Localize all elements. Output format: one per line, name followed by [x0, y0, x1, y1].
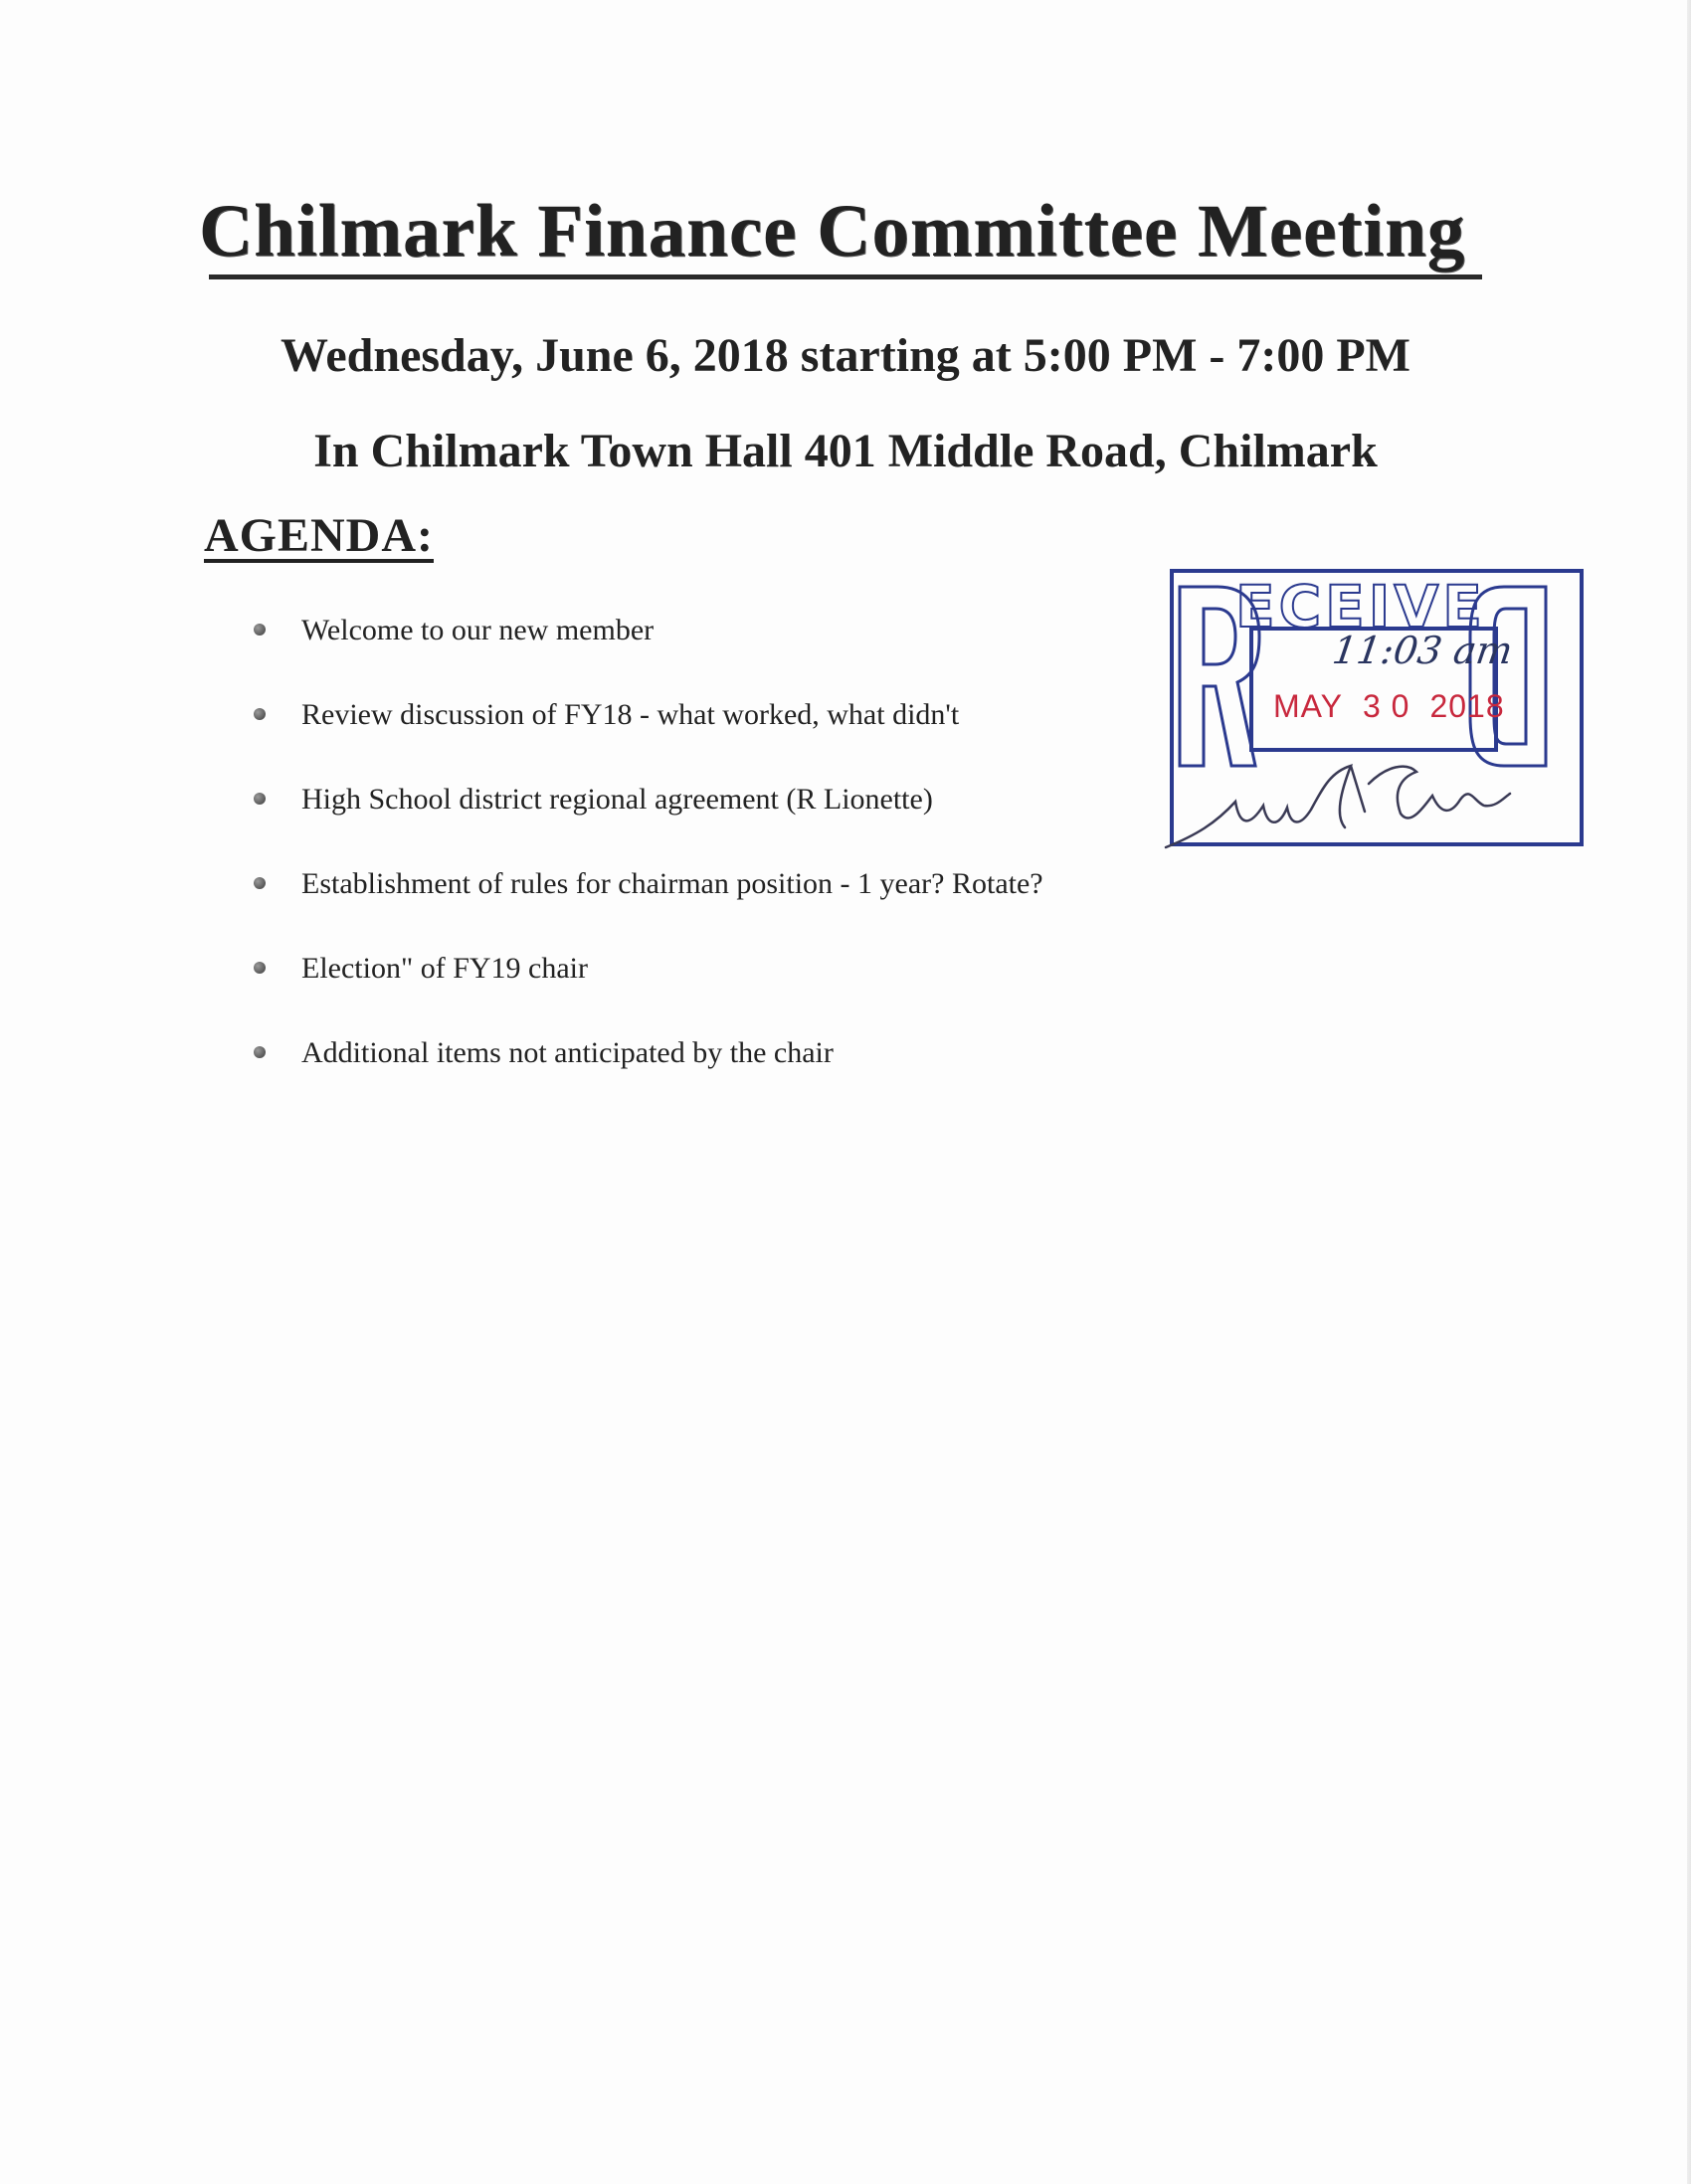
meeting-location-line: In Chilmark Town Hall 401 Middle Road, Chilmark: [313, 425, 1378, 477]
stamp-date: [1273, 688, 1505, 725]
agenda-item-text: Review discussion of FY18 - what worked, what didn't: [301, 698, 960, 731]
bullet-icon: [254, 793, 266, 805]
bullet-icon: [254, 962, 266, 974]
page-edge: [1687, 0, 1691, 2184]
bullet-icon: [254, 877, 266, 889]
bullet-icon: [254, 708, 266, 720]
agenda-item-text: Establishment of rules for chairman position - 1 year? Rotate?: [301, 867, 1043, 900]
agenda-heading: AGENDA:: [204, 509, 434, 562]
bullet-icon: [254, 624, 266, 636]
page-title: Chilmark Finance Committee Meeting: [199, 190, 1466, 273]
stamp-month: MAY: [1273, 688, 1343, 724]
received-stamp: [1156, 567, 1586, 850]
title-underline: [209, 274, 1482, 279]
stamp-year: 2018: [1429, 688, 1505, 724]
bullet-icon: [254, 1046, 266, 1058]
meeting-date-line: Wednesday, June 6, 2018 starting at 5:00 PM - 7:00 PM: [281, 329, 1410, 382]
agenda-item-text: Welcome to our new member: [301, 614, 655, 646]
agenda-item-text: Additional items not anticipated by the chair: [301, 1036, 834, 1069]
stamp-received-word: ECEIVE: [1235, 573, 1486, 640]
stamp-day: 3 0: [1362, 688, 1410, 724]
agenda-item-text: Election" of FY19 chair: [301, 952, 589, 985]
agenda-item-text: High School district regional agreement (R Lionette): [301, 783, 933, 816]
stamp-time: 11:03 am: [1329, 629, 1516, 672]
